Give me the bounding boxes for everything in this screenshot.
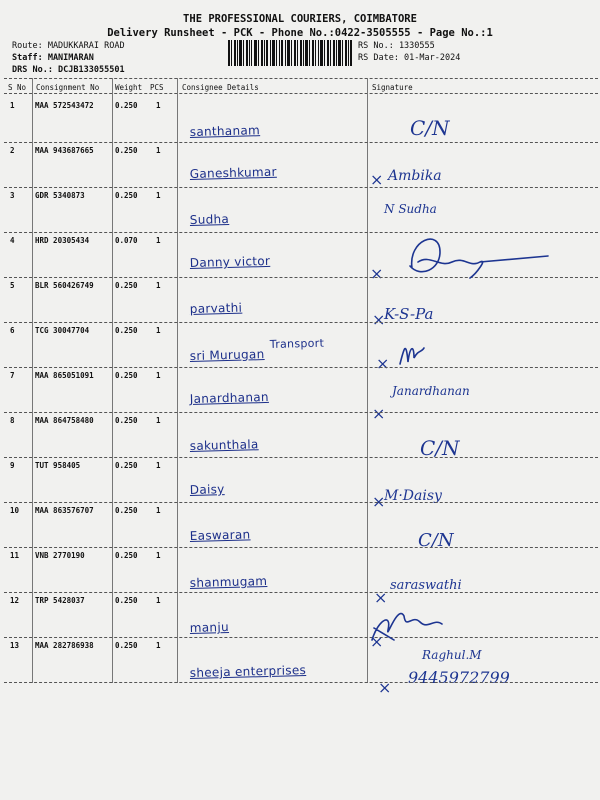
row-signature: M·Daisy [384,488,442,504]
column-header-weight: Weight [115,83,143,92]
cross-mark: × [374,588,388,607]
row-sno: 3 [10,191,15,200]
row-consignment-no: MAA 864758480 [35,416,94,425]
row-consignee-name: parvathi [189,300,243,316]
row-sno: 4 [10,236,15,245]
row-weight: 0.250 [115,146,138,155]
route-label: Route: MADUKKARAI ROAD [12,41,125,51]
row-signature: Ambika [388,168,442,184]
row-consignee-name: Janardhanan [189,389,269,406]
row-consignee-name: Easwaran [189,527,251,543]
row-weight: 0.250 [115,506,138,515]
row-sno: 9 [10,461,15,470]
column-header-pcs: PCS [150,83,164,92]
row-consignee-name: Sudha [189,211,230,227]
drs-number: DRS No.: DCJB133055501 [12,65,125,75]
cross-mark: × [370,264,384,283]
row-consignment-no: MAA 572543472 [35,101,94,110]
row-consignee-name: Daisy [189,482,225,497]
row-weight: 0.250 [115,101,138,110]
company-title: THE PROFESSIONAL COURIERS, COIMBATORE [183,13,417,25]
row-sno: 10 [10,506,20,515]
row-weight: 0.250 [115,461,138,470]
row-consignee-name: manju [189,619,230,635]
row-pcs: 1 [156,191,161,200]
row-pcs: 1 [156,506,161,515]
row-weight: 0.250 [115,281,138,290]
row-consignment-no: TUT 958405 [35,461,81,470]
row-sno: 8 [10,416,15,425]
row-consignment-no: TCG 30047704 [35,326,90,335]
row-consignment-no: TRP 5428037 [35,596,85,605]
row-pcs: 1 [156,596,161,605]
cross-mark: × [370,170,384,189]
staff-label: Staff: MANIMARAN [12,53,94,63]
row-signature: K-S-Pa [384,305,434,323]
row-signature-phone: 9445972799 [408,668,510,687]
cross-mark: × [378,678,392,697]
row-weight: 0.250 [115,416,138,425]
row-pcs: 1 [156,281,161,290]
row-consignment-no: HRD 20305434 [35,236,90,245]
row-weight: 0.250 [115,326,138,335]
row-signature: C/N [420,436,460,460]
row-pcs: 1 [156,461,161,470]
cross-mark: × [376,354,390,373]
row-consignee-name: sakunthala [189,437,259,453]
row-weight: 0.250 [115,596,138,605]
row-pcs: 1 [156,371,161,380]
row-consignment-no: MAA 943687665 [35,146,94,155]
row-sno: 11 [10,551,20,560]
row-sno: 6 [10,326,15,335]
row-weight: 0.250 [115,371,138,380]
row-signature: Janardhanan [392,384,470,398]
row-consignee-name: Ganeshkumar [189,164,277,181]
row-consignee-name: shanmugam [189,573,268,590]
rs-number: RS No.: 1330555 [358,41,435,51]
row-pcs: 1 [156,641,161,650]
column-header-consignment: Consignment No [36,83,100,92]
cross-mark: × [372,310,386,329]
row-pcs: 1 [156,551,161,560]
row-weight: 0.250 [115,641,138,650]
column-header-consignee: Consignee Details [182,83,259,92]
row-consignee-name: sheeja enterprises [189,662,307,680]
row-pcs: 1 [156,326,161,335]
column-header-sno: S No [8,83,27,92]
row-consignment-no: BLR 560426749 [35,281,94,290]
column-header-signature: Signature [372,83,413,92]
row-consignment-no: VNB 2770190 [35,551,85,560]
row-pcs: 1 [156,146,161,155]
row-consignee-name: sri Murugan [189,347,265,363]
row-signature: N Sudha [384,202,437,216]
row-consignment-no: GDR 5340873 [35,191,85,200]
row-sno: 13 [10,641,20,650]
row-signature: saraswathi [390,578,462,593]
row-signature: C/N [410,116,450,140]
rs-date: RS Date: 01-Mar-2024 [358,53,461,63]
row-consignment-no: MAA 863576707 [35,506,94,515]
row-sno: 12 [10,596,20,605]
row-signature: C/N [418,530,454,551]
row-pcs: 1 [156,236,161,245]
row-pcs: 1 [156,101,161,110]
row-sno: 5 [10,281,15,290]
row-consignee-name: Danny victor [189,253,271,270]
row-signature: Raghul.M [422,648,482,662]
runsheet-subtitle: Delivery Runsheet - PCK - Phone No.:0422-3505555 - Page No.:1 [107,27,493,39]
cross-mark: × [370,632,384,651]
cross-mark: × [372,492,386,511]
row-weight: 0.070 [115,236,138,245]
row-consignee-name: santhanam [189,123,261,139]
cross-mark: × [372,404,386,423]
row-consignee-note: Transport [269,336,325,351]
row-weight: 0.250 [115,551,138,560]
row-sno: 2 [10,146,15,155]
row-consignment-no: MAA 865051091 [35,371,94,380]
row-consignment-no: MAA 282786938 [35,641,94,650]
row-pcs: 1 [156,416,161,425]
row-sno: 1 [10,101,15,110]
row-weight: 0.250 [115,191,138,200]
row-sno: 7 [10,371,15,380]
